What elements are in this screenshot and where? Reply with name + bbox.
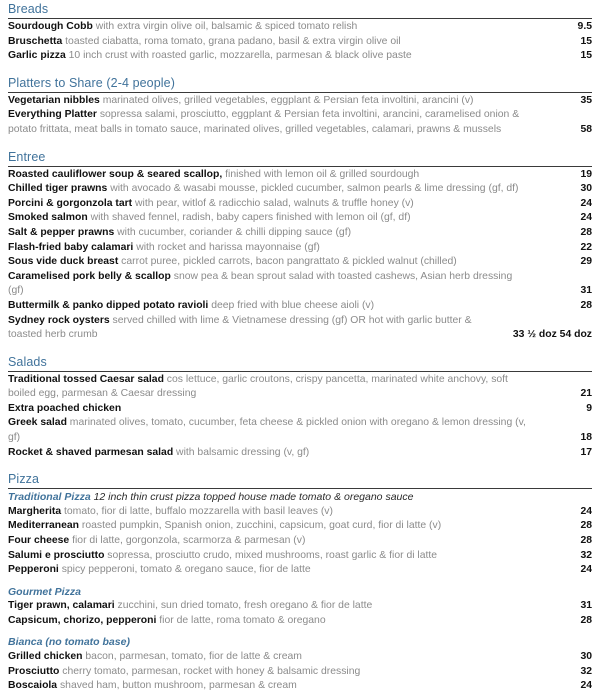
menu-item-text	[8, 226, 540, 241]
subsection-heading-label: Bianca (no tomato base)	[8, 636, 130, 649]
menu-item-description: sopressa salami, prosciutto, eggplant & Persian feta involtini, arancini, caramelised onion & potato frittata, meat balls in tomato sauce, marinated olives, grilled vegetables, calamari, prawns & mussels	[8, 109, 520, 135]
menu-item-price: 33 ½ doz 54 doz	[512, 329, 592, 341]
menu-section	[8, 470, 592, 693]
menu-item	[8, 49, 592, 64]
menu-item-price: 18	[580, 432, 592, 444]
menu-item-price: 35	[580, 94, 592, 106]
menu-item-name: Greek salad	[8, 417, 67, 429]
menu-item-text	[8, 549, 540, 564]
menu-item	[8, 665, 592, 680]
menu-item-description: with balsamic dressing (v, gf)	[173, 446, 310, 458]
menu-item-description: 10 inch crust with roasted garlic, mozzarella, parmesan & black olive paste	[65, 50, 412, 62]
menu-item-name: Grilled chicken	[8, 650, 83, 662]
menu-item-text	[8, 650, 540, 665]
menu-item-description: roasted pumpkin, Spanish onion, zucchini, capsicum, goat curd, fior di latte (v)	[79, 520, 442, 532]
menu-item	[8, 211, 592, 226]
menu-item-price: 28	[580, 299, 592, 311]
menu-section	[8, 353, 592, 461]
menu-item-text	[8, 255, 540, 270]
section-heading: Platters to Share (2-4 people)	[8, 75, 175, 90]
menu-item-description: with avocado & wasabi mousse, pickled cucumber, salmon pearls & lime dressing (gf, df)	[107, 183, 519, 195]
menu-item-name: Sourdough Cobb	[8, 21, 93, 32]
menu-item-text	[8, 519, 540, 534]
menu-item-name: Salumi e prosciutto	[8, 549, 105, 561]
menu-item-name: Smoked salmon	[8, 212, 88, 224]
menu-item-text	[8, 197, 540, 212]
menu-item-price: 32	[580, 665, 592, 677]
menu-item-text	[8, 211, 540, 226]
menu-item-price: 24	[580, 564, 592, 576]
menu-item-description: fior de latte, roma tomato & oregano	[156, 614, 326, 626]
menu-item	[8, 599, 592, 614]
menu-item-price: 19	[580, 168, 592, 180]
menu-item-description: sopressa, prosciutto crudo, mixed mushrooms, roast garlic & fior di latte	[104, 549, 438, 561]
menu-item-text	[8, 49, 540, 64]
menu-item-price: 21	[580, 388, 592, 400]
menu-item-name: Roasted cauliflower soup & seared scallop,	[8, 168, 223, 180]
menu-item-price: 28	[580, 534, 592, 546]
menu-item-description: zucchini, sun dried tomato, fresh oregano & fior de latte	[114, 600, 373, 612]
menu-item-price: 28	[580, 614, 592, 626]
section-spacer	[8, 138, 592, 148]
menu-item	[8, 402, 592, 417]
menu-item-name: Bruschetta	[8, 35, 63, 47]
menu-item	[8, 416, 592, 445]
menu-item-name: Garlic pizza	[8, 50, 66, 62]
section-spacer	[8, 460, 592, 470]
menu-item-description: toasted ciabatta, roma tomato, grana padano, basil & extra virgin olive oil	[62, 35, 401, 47]
menu-item-text	[8, 505, 540, 520]
menu-item-text	[8, 599, 540, 614]
menu-item-name: Chilled tiger prawns	[8, 183, 108, 195]
section-heading: Salads	[8, 354, 47, 369]
menu-item-description: with cucumber, coriander & chilli dipping sauce (gf)	[114, 226, 352, 238]
menu-item-description: marinated olives, tomato, cucumber, feta cheese & pickled onion with oregano & lemon dressing (v, gf)	[8, 417, 526, 444]
menu-item-price: 24	[580, 212, 592, 224]
menu-item	[8, 505, 592, 520]
menu-item-description: fior di latte, gorgonzola, scarmorza & parmesan (v)	[69, 534, 306, 546]
menu-item-price: 30	[580, 183, 592, 195]
menu-item-name: Capsicum, chorizo, pepperoni	[8, 614, 157, 626]
menu-item-description: with shaved fennel, radish, baby capers finished with lemon oil (gf, df)	[87, 212, 411, 224]
menu-item-name: Salt & pepper prawns	[8, 226, 115, 238]
menu-item-description: cherry tomato, parmesan, rocket with honey & balsamic dressing	[59, 665, 361, 677]
menu-item-price: 28	[580, 520, 592, 532]
spacer	[8, 628, 592, 635]
menu-item-description: carrot puree, pickled carrots, bacon pangrattato & pickled walnut (chilled)	[118, 256, 457, 268]
menu-item-price: 15	[580, 35, 592, 47]
menu-item-name: Margherita	[8, 505, 62, 517]
menu-item	[8, 108, 592, 137]
menu-item-description: deep fried with blue cheese aioli (v)	[208, 299, 375, 311]
menu-item-description: finished with lemon oil & grilled sourdough	[222, 168, 420, 180]
menu-item-description: spicy pepperoni, tomato & oregano sauce, fior de latte	[58, 564, 311, 576]
menu-item-description: bacon, parmesan, tomato, fior de latte & cream	[82, 650, 302, 662]
menu-item-text	[8, 168, 540, 183]
menu-item-text	[8, 402, 540, 417]
menu-item-price: 24	[580, 680, 592, 692]
subsection-heading-label: Traditional Pizza	[8, 491, 91, 504]
menu-item-name: Vegetarian nibbles	[8, 94, 100, 106]
menu-item	[8, 20, 592, 35]
menu-item-price: 32	[580, 549, 592, 561]
menu-item-price: 22	[580, 241, 592, 253]
menu-item-name: Sydney rock oysters	[8, 314, 110, 326]
menu-item-name: Four cheese	[8, 534, 70, 546]
menu-item-text	[8, 446, 540, 461]
menu-item-text	[8, 241, 540, 256]
menu-item	[8, 168, 592, 183]
section-divider	[8, 92, 592, 93]
menu-item-name: Rocket & shaved parmesan salad	[8, 446, 174, 458]
menu-item-description: cos lettuce, garlic croutons, crispy pancetta, marinated white anchovy, soft boiled egg, parmesan & Caesar dressing	[8, 373, 508, 400]
menu-item-text	[8, 534, 540, 549]
menu-item-name: Sous vide duck breast	[8, 256, 119, 268]
menu-item-text	[8, 299, 540, 314]
menu-item-description: with pear, witlof & radicchio salad, walnuts & truffle honey (v)	[132, 197, 414, 209]
spacer	[8, 578, 592, 585]
subsection-heading	[8, 585, 592, 600]
menu-item	[8, 255, 592, 270]
subsection-description: 12 inch thin crust pizza topped house made tomato & oregano sauce	[90, 491, 414, 504]
menu-item	[8, 314, 592, 343]
menu-item-price: 9	[586, 402, 592, 414]
menu-item-name: Extra poached chicken	[8, 402, 122, 414]
menu-item-name: Buttermilk & panko dipped potato ravioli	[8, 299, 209, 311]
menu-item-name: Everything Platter	[8, 109, 97, 121]
menu-item-description: snow pea & bean sprout salad with toasted cashews, Asian herb dressing (gf)	[8, 270, 513, 297]
menu-item	[8, 226, 592, 241]
menu-item-name: Porcini & gorgonzola tart	[8, 197, 133, 209]
subsection-heading	[8, 490, 592, 505]
section-divider	[8, 488, 592, 489]
menu-section	[8, 0, 592, 64]
menu-item-text	[8, 270, 540, 299]
menu-item	[8, 182, 592, 197]
section-heading: Breads	[8, 2, 49, 16]
menu-item-description: tomato, fior di latte, buffalo mozzarella with basil leaves (v)	[61, 505, 333, 517]
menu-item	[8, 679, 592, 694]
menu-item	[8, 299, 592, 314]
menu-item	[8, 549, 592, 564]
menu-item-description: shaved ham, button mushroom, parmesan & cream	[57, 680, 297, 692]
menu-item-description: with extra virgin olive oil, balsamic & spiced tomato relish	[92, 21, 358, 32]
menu-item	[8, 563, 592, 578]
menu-item-text	[8, 182, 540, 197]
menu-item-description: served chilled with lime & Vietnamese dressing (gf) OR hot with garlic butter & toasted herb crumb	[8, 314, 472, 341]
menu-item-name: Tiger prawn, calamari	[8, 600, 115, 612]
menu-item-text	[8, 108, 540, 137]
menu-item-price: 31	[580, 600, 592, 612]
menu-item-price: 28	[580, 226, 592, 238]
menu-item-description: marinated olives, grilled vegetables, eggplant & Persian feta involtini, arancini (v)	[99, 94, 474, 106]
menu-item-text	[8, 35, 540, 50]
menu-item-text	[8, 416, 540, 445]
menu-item	[8, 94, 592, 109]
menu-item-name: Traditional tossed Caesar salad	[8, 373, 164, 385]
menu-section	[8, 148, 592, 343]
menu-item-text	[8, 614, 540, 629]
menu-item-name: Flash-fried baby calamari	[8, 241, 134, 253]
section-heading: Pizza	[8, 472, 40, 487]
menu-item	[8, 35, 592, 50]
subsection-heading	[8, 635, 592, 650]
menu-item	[8, 650, 592, 665]
menu-item	[8, 197, 592, 212]
menu-item-description: with rocket and harissa mayonnaise (gf)	[133, 241, 320, 253]
menu-item	[8, 270, 592, 299]
menu-item-text	[8, 20, 540, 35]
menu-item-text	[8, 679, 540, 694]
section-spacer	[8, 64, 592, 74]
menu-item	[8, 446, 592, 461]
menu-item-price: 30	[580, 650, 592, 662]
menu-item-text	[8, 314, 496, 343]
menu-item-price: 17	[580, 446, 592, 458]
menu-item-text	[8, 563, 540, 578]
section-divider	[8, 371, 592, 372]
menu-item-name: Pepperoni	[8, 564, 59, 576]
menu-item	[8, 519, 592, 534]
menu-item-name: Caramelised pork belly & scallop	[8, 270, 171, 282]
menu-item-text	[8, 665, 540, 680]
menu-item-price: 9.5	[577, 21, 592, 32]
section-spacer	[8, 343, 592, 353]
menu-item-price: 24	[580, 505, 592, 517]
menu-item-price: 29	[580, 256, 592, 268]
menu-item	[8, 373, 592, 402]
menu-item-name: Mediterranean	[8, 520, 80, 532]
menu-item-price: 15	[580, 50, 592, 62]
menu-item-price: 58	[580, 123, 592, 135]
menu-item-name: Boscaiola	[8, 680, 58, 692]
menu-item	[8, 614, 592, 629]
section-divider	[8, 18, 592, 19]
menu-item-name: Prosciutto	[8, 665, 60, 677]
menu-item	[8, 241, 592, 256]
section-divider	[8, 166, 592, 167]
subsection-heading-label: Gourmet Pizza	[8, 585, 81, 598]
section-heading: Entree	[8, 149, 46, 164]
menu-item-price: 24	[580, 197, 592, 209]
menu-item-price: 31	[580, 285, 592, 297]
menu-section	[8, 74, 592, 138]
menu-item-text	[8, 94, 540, 109]
menu-item-text	[8, 373, 540, 402]
menu-item	[8, 534, 592, 549]
